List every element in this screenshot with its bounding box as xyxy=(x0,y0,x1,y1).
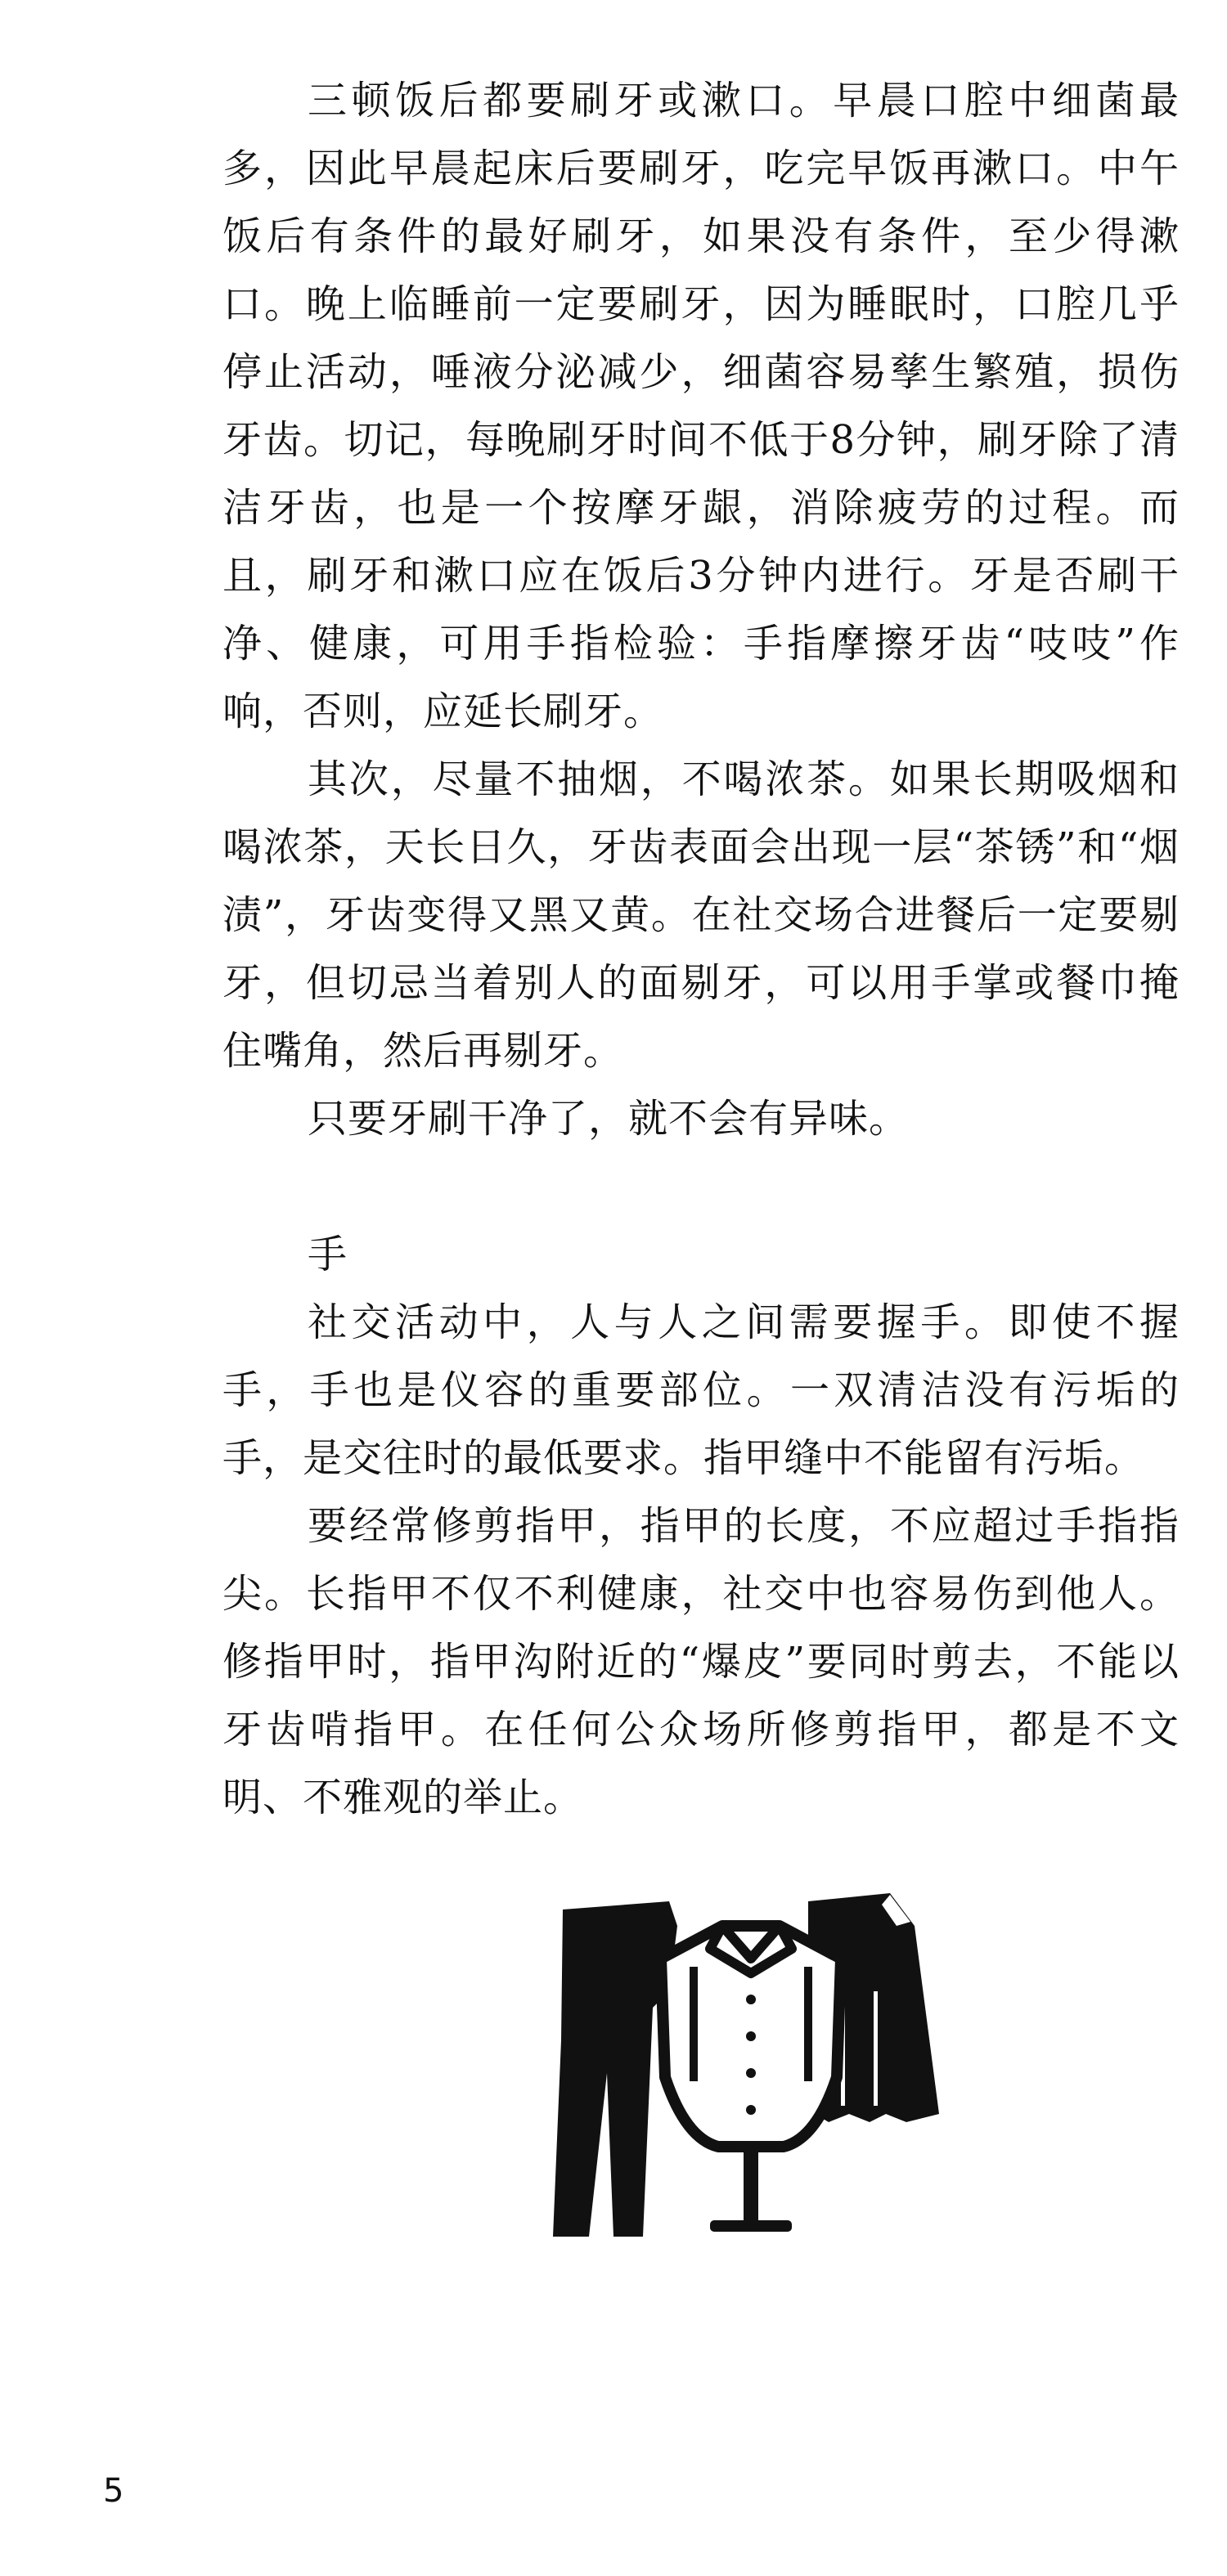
paragraph-nails: 要经常修剪指甲，指甲的长度，不应超过手指指尖。长指甲不仅不利健康，社交中也容易伤到他人。修指甲时，指甲沟附近的“爆皮”要同时剪去，不能以牙齿啃指甲。在任何公众场所修剪指甲，都是不文明、不雅观的举止。 xyxy=(222,1503,1180,1820)
paragraph-smoking-tea: 其次，尽量不抽烟，不喝浓茶。如果长期吸烟和喝浓茶，天长日久，牙齿表面会出现一层“茶锈”和“烟渍”，牙齿变得又黑又黄。在社交场合进餐后一定要剔牙，但切忌当着别人的面剔牙，可以用手掌或餐巾掩住嘴角，然后再剔牙。 xyxy=(222,756,1180,1074)
body-text xyxy=(222,67,1180,1832)
paragraph-brushing: 三顿饭后都要刷牙或漱口。早晨口腔中细菌最多，因此早晨起床后要刷牙，吃完早饭再漱口。中午饭后有条件的最好刷牙，如果没有条件，至少得漱口。晚上临睡前一定要刷牙，因为睡眠时，口腔几乎停止活动，唾液分泌减少，细菌容易孳生繁殖，损伤牙齿。切记，每晚刷牙时间不低于8分钟，刷牙除了清洁牙齿，也是一个按摩牙龈，消除疲劳的过程。而且，刷牙和漱口应在饭后3分钟内进行。牙是否刷干净、健康，可用手指检验：手指摩擦牙齿“吱吱”作响，否则，应延长刷牙。 xyxy=(222,78,1180,734)
clothing-icon xyxy=(546,1877,955,2245)
paragraph-no-odor: 只要牙刷干净了，就不会有异味。 xyxy=(308,1096,910,1142)
section-heading-hand: 手 xyxy=(308,1232,348,1277)
paragraph-handshake: 社交活动中，人与人之间需要握手。即使不握手，手也是仪容的重要部位。一双清洁没有污垢的手，是交往时的最低要求。指甲缝中不能留有污垢。 xyxy=(222,1299,1180,1481)
page-number: 5 xyxy=(103,2472,124,2510)
